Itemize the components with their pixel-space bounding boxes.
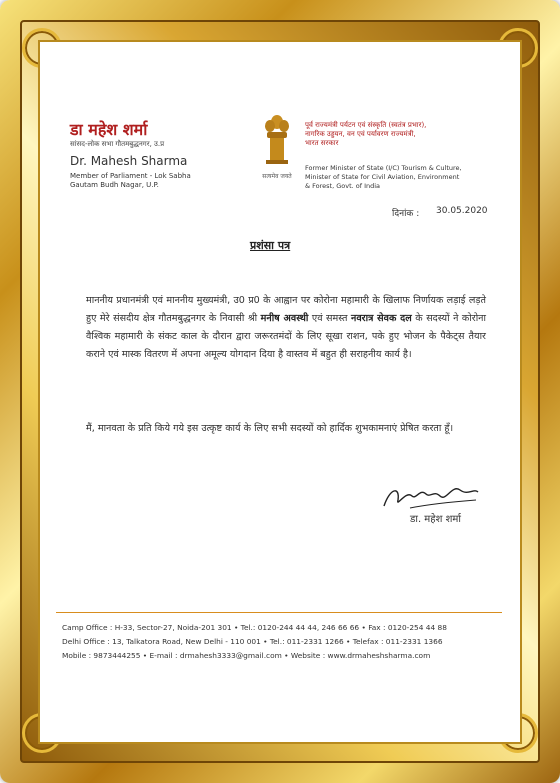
footer-divider	[56, 612, 502, 613]
para1-end: के सदस्यों ने कोरोना वैश्विक महामारी के संकट काल के दौरान द्वारा जरूरतमंदों के लिए सूखा राशन, पके हुए भोजन के पैकेट्स तैयार कराने एवं मास्क वितरण में अपना अमूल्य योगदान दिया है वास्तव में बहुत ही सराहनीय कार्य है।	[86, 313, 486, 360]
letter-paragraph-1	[86, 292, 486, 364]
letter-paragraph-2: मैं, मानवता के प्रति किये गये इस उत्कृष्ट कार्य के लिए सभी सदस्यों को हार्दिक शुभकामनाएं प्रेषित करता हूँ।	[86, 423, 454, 434]
footer-camp-office: Camp Office : H-33, Sector-27, Noida-201 301 • Tel.: 0120-244 44 44, 246 66 66 • Fax : 0120-254 44 88	[62, 623, 447, 632]
designation-english-line3: & Forest, Govt. of India	[305, 182, 381, 190]
para1-start: माननीय प्रधानमंत्री एवं माननीय मुख्यमंत्री, उ0 प्र0 के आह्वान पर कोरोना महामारी के खिलाफ निर्णायक लड़ाई लड़ते हुए मेरे संसदीय क्षेत्र गौतमबुद्धनगर के निवासी श्री	[86, 295, 486, 324]
national-emblem-icon	[262, 112, 292, 170]
signature-name: डा. महेश शर्मा	[410, 514, 461, 525]
post-hindi: सांसद-लोक सभा गौतमबुद्धनगर, उ.प्र	[70, 140, 165, 148]
designation-hindi-line1: पूर्व राज्यमंत्री पर्यटन एवं संस्कृति (स्वतंत्र प्रभार),	[305, 121, 427, 129]
designation-english-line1: Former Minister of State (I/C) Tourism & Culture,	[305, 164, 462, 172]
designation-hindi-line2: नागरिक उड्डयन, वन एवं पर्यावरण राज्यमंत्री,	[305, 130, 416, 138]
organization-name: नवरात्र सेवक दल	[351, 313, 412, 324]
name-hindi: डा महेश शर्मा	[70, 120, 148, 139]
footer-delhi-office: Delhi Office : 13, Talkatora Road, New Delhi - 110 001 • Tel.: 011-2331 1266 • Telefax : 011-2331 1366	[62, 637, 443, 646]
letter-title: प्रशंसा पत्र	[250, 239, 291, 252]
post-english-line2: Gautam Budh Nagar, U.P.	[70, 181, 159, 189]
recipient-name: मनीष अवस्थी	[260, 313, 309, 324]
post-english-line1: Member of Parliament - Lok Sabha	[70, 172, 191, 180]
footer-contact: Mobile : 9873444255 • E-mail : drmahesh3333@gmail.com • Website : www.drmaheshsharma.com	[62, 651, 431, 660]
designation-hindi-line3: भारत सरकार	[305, 139, 339, 147]
para1-mid: एवं समस्त	[308, 313, 351, 324]
designation-english-line2: Minister of State for Civil Aviation, Environment	[305, 173, 460, 181]
handwritten-signature-icon	[380, 478, 480, 514]
date-label: दिनांक :	[392, 209, 420, 219]
date-value: 30.05.2020	[436, 206, 488, 216]
emblem-caption: सत्यमेव जयते	[262, 173, 292, 180]
name-english: Dr. Mahesh Sharma	[70, 154, 188, 168]
